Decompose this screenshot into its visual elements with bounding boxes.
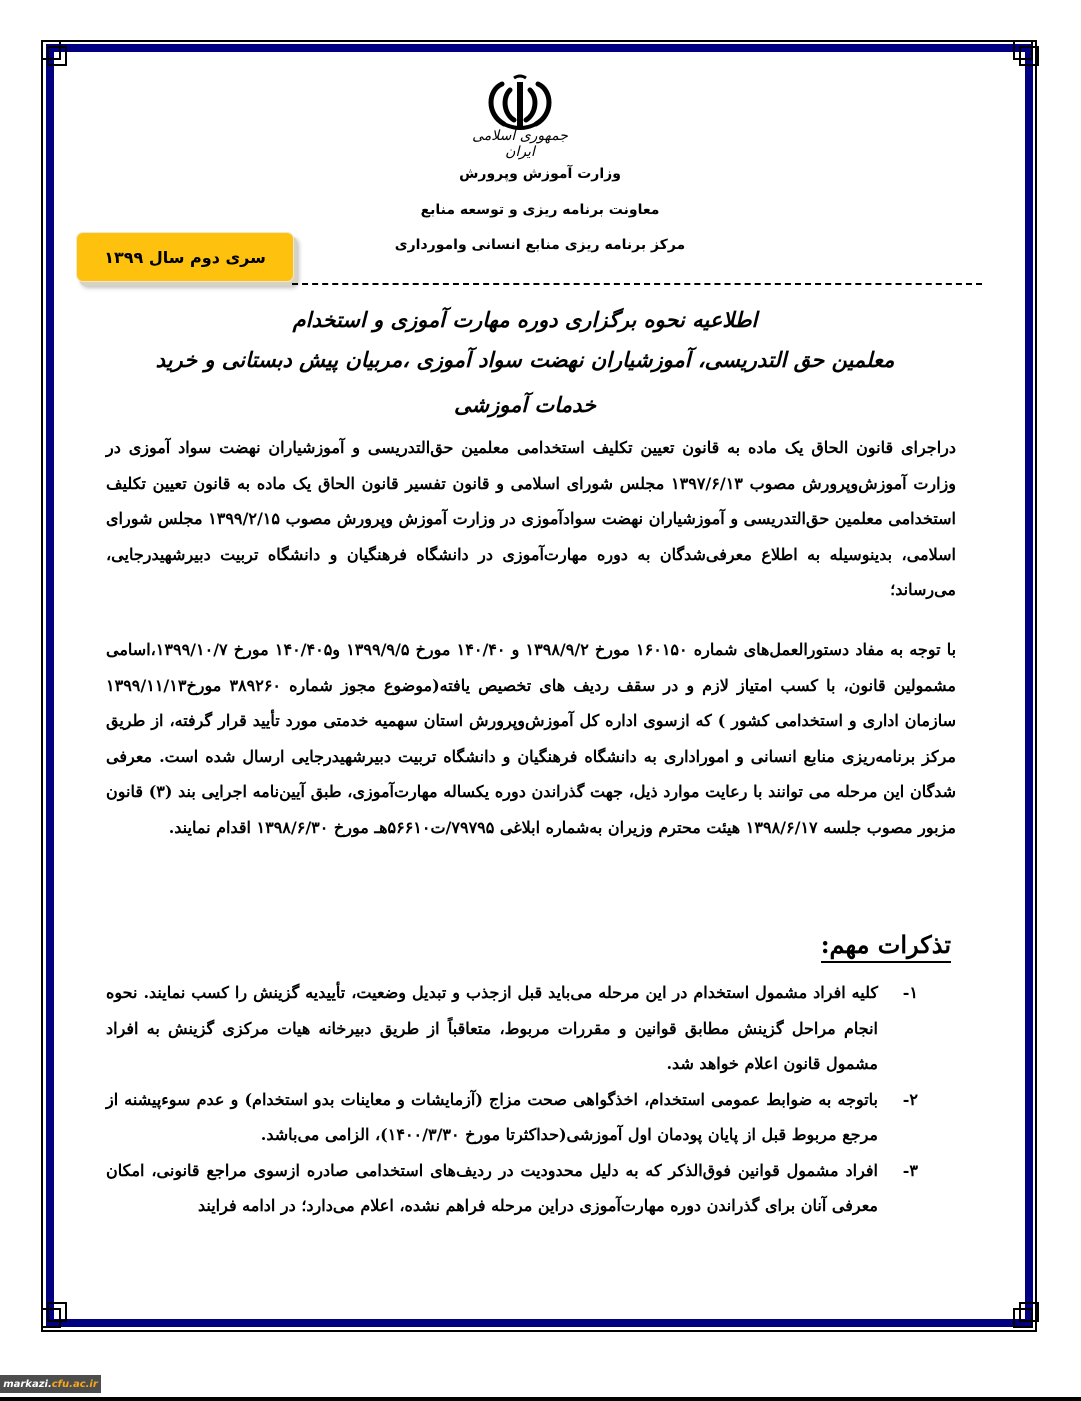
emblem-caption: جمهوری اسلامی ایران [472, 128, 568, 160]
frame-corner-ornament [1019, 46, 1039, 66]
notes-heading: تذکرات مهم: [821, 930, 951, 963]
note-text: کلیه افراد مشمول استخدام در این مرحله می‌باید قبل ازجذب و تبدیل وضعیت، تأییدیه گزینش را کسب نمایند. نحوه انجام مراحل گزینش مطابق قوانین و مقررات مربوط، متعاقباً از طریق دبیرخانه هیات مرکزی گزینش به افراد مشمول قانون اعلام خواهد شد. [106, 983, 878, 1073]
deputy-name: معاونت برنامه ریزی و توسعه منابع [420, 202, 660, 218]
series-badge: سری دوم سال ۱۳۹۹ [76, 232, 294, 282]
ministry-name: وزارت آموزش وپرورش [459, 166, 621, 182]
note-text: باتوجه به ضوابط عمومی استخدام، اخذگواهی صحت مزاج (آزمایشات و معاینات بدو استخدام) و عدم سوءپیشنه از مرجع مربوط قبل از پایان پودمان اول آموزشی(حداکثرتا مورخ ۱۴۰۰/۳/۳۰)، الزامی می‌باشد. [106, 1089, 878, 1144]
note-number: ۱- [902, 983, 918, 1002]
dashed-separator [292, 283, 982, 285]
bottom-bar [0, 1397, 1081, 1401]
site-watermark [0, 1375, 101, 1393]
note-number: ۳- [902, 1160, 918, 1180]
center-name: مرکز برنامه ریزی منابع انسانی وامورداری [394, 237, 686, 253]
body-paragraph-2: با توجه به مفاد دستورالعمل‌های شماره ۱۶۰۱۵۰ مورخ ۱۳۹۸/۹/۲ و ۱۴۰/۴۰ مورخ ۱۳۹۹/۹/۵ و۱۴۰/۴۰۵ مورخ ۱۳۹۹/۱۰/۷،اسامی مشمولین قانون، با کسب امتیاز لازم و در سقف ردیف های تخصیص یافته(موضوع مجوز شماره ۳۸۹۲۶۰ مورخ۱۳۹۹/۱۱/۱۳ سازمان اداری و استخدامی کشور ) که ازسوی اداره کل آموزش‌وپرورش استان سهمیه خدمتی مورد تأیید قرار گرفته، از طریق مرکز برنامه‌ریزی منابع انسانی و اموراداری به دانشگاه فرهنگیان و دانشگاه تربیت دبیرشهیدرجایی ارسال شده است. معرفی شدگان این مرحله می توانند با رعایت موارد ذیل، جهت گذراندن دوره یکساله مهارت‌آموزی، طبق آیین‌نامه اجرایی بند (۳) قانون مزبور مصوب جلسه ۱۳۹۸/۶/۱۷ هیئت محترم وزیران به‌شماره ابلاغی ۷۹۷۹۵/ت۵۶۶۱۰هـ مورخ ۱۳۹۸/۶/۳۰ اقدام نمایند. [106, 640, 957, 837]
watermark-domain: cfu.ac.ir [51, 1378, 98, 1390]
watermark-prefix: markazi. [3, 1378, 52, 1390]
announcement-title-line-3: خدمات آموزشی [454, 393, 596, 417]
note-item [106, 1082, 918, 1153]
note-number: ۲- [902, 1089, 918, 1109]
note-text: افراد مشمول قوانین فوق‌الذکر که به دلیل محدودیت در ردیف‌های استخدامی صادره ازسوی مراجع قانونی، امکان معرفی آنان برای گذراندن دوره مهارت‌آموزی دراین مرحله فراهم نشده، اعلام می‌دارد؛ در ادامه فرایند [106, 1160, 879, 1215]
body-paragraph-1: دراجرای قانون الحاق یک ماده به قانون تعیین تکلیف استخدامی معلمین حق‌التدریسی و آموزشیاران نهضت سواد آموزی در وزارت آموزش‌وپرورش مصوب ۱۳۹۷/۶/۱۳ مجلس شورای اسلامی و قانون تفسیر قانون الحاق یک ماده به قانون تعیین تکلیف استخدامی معلمین حق‌التدریسی و آموزشیاران نهضت سوادآموزی در وزارت آموزش وپرورش مصوب ۱۳۹۹/۲/۱۵ مجلس شورای اسلامی، بدینوسیله به اطلاع معرفی‌شدگان به دوره مهارت‌آموزی در دانشگاه فرهنگیان و دانشگاه تربیت دبیرشهیدرجایی، می‌رساند؛ [106, 438, 957, 599]
announcement-title-line-2: معلمین حق التدریسی، آموزشیاران نهضت سواد آموزی ،مربیان پیش دبستانی و خرید [155, 348, 895, 372]
announcement-title-line-1: اطلاعیه نحوه برگزاری دوره مهارت آموزی و استخدام [292, 308, 758, 332]
frame-corner-ornament [47, 46, 67, 66]
notes-list [106, 975, 918, 1224]
note-item [106, 1153, 918, 1224]
frame-corner-ornament [1019, 1302, 1039, 1322]
frame-corner-ornament [47, 1302, 67, 1322]
note-item [106, 975, 918, 1082]
